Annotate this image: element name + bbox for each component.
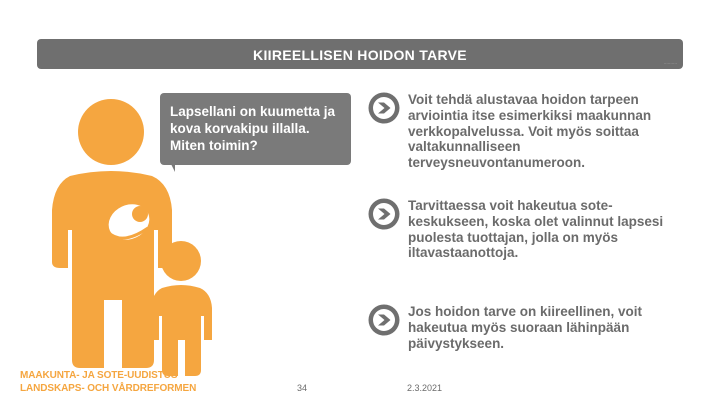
speech-bubble-text: Lapsellani on kuumetta ja kova korvakipu illalla. Miten toimin? [170, 104, 336, 153]
step-1-text: Voit tehdä alustavaa hoidon tarpeen arviointia itse esimerkiksi maakunnan verkkopalvelussa. Voit myös soittaa valtakunnalliseen terveysneuvontanumeroon. [408, 92, 652, 171]
page-title: KIIREELLISEN HOIDON TARVE [253, 47, 467, 63]
arrow-right-circle-icon [368, 92, 400, 124]
child-head [161, 241, 201, 281]
adult-head [78, 99, 144, 165]
footer-brand [20, 369, 196, 395]
step-2-text: Tarvittaessa voit hakeutua sote-keskukseen, koska olet valinnut lapsesi puolesta tuottajan, jolla on myös iltavastaanottoja. [408, 198, 664, 261]
child-body [151, 285, 212, 376]
title-bar-small-label: ·········· [663, 61, 677, 66]
date: 2.3.2021 [407, 383, 443, 393]
page-number: 34 [297, 383, 308, 393]
arrow-right-circle-icon [368, 304, 400, 336]
step-3-text: Jos hoidon tarve on kiireellinen, voit hakeutua myös suoraan lähinpään päivystykseen. [408, 304, 643, 351]
brand-line-2: LANDSKAPS- OCH VÅRDREFORMEN [20, 383, 197, 394]
brand-line-1: MAAKUNTA- JA SOTE-UUDISTUS [20, 370, 178, 381]
arrow-right-circle-icon [368, 198, 400, 230]
